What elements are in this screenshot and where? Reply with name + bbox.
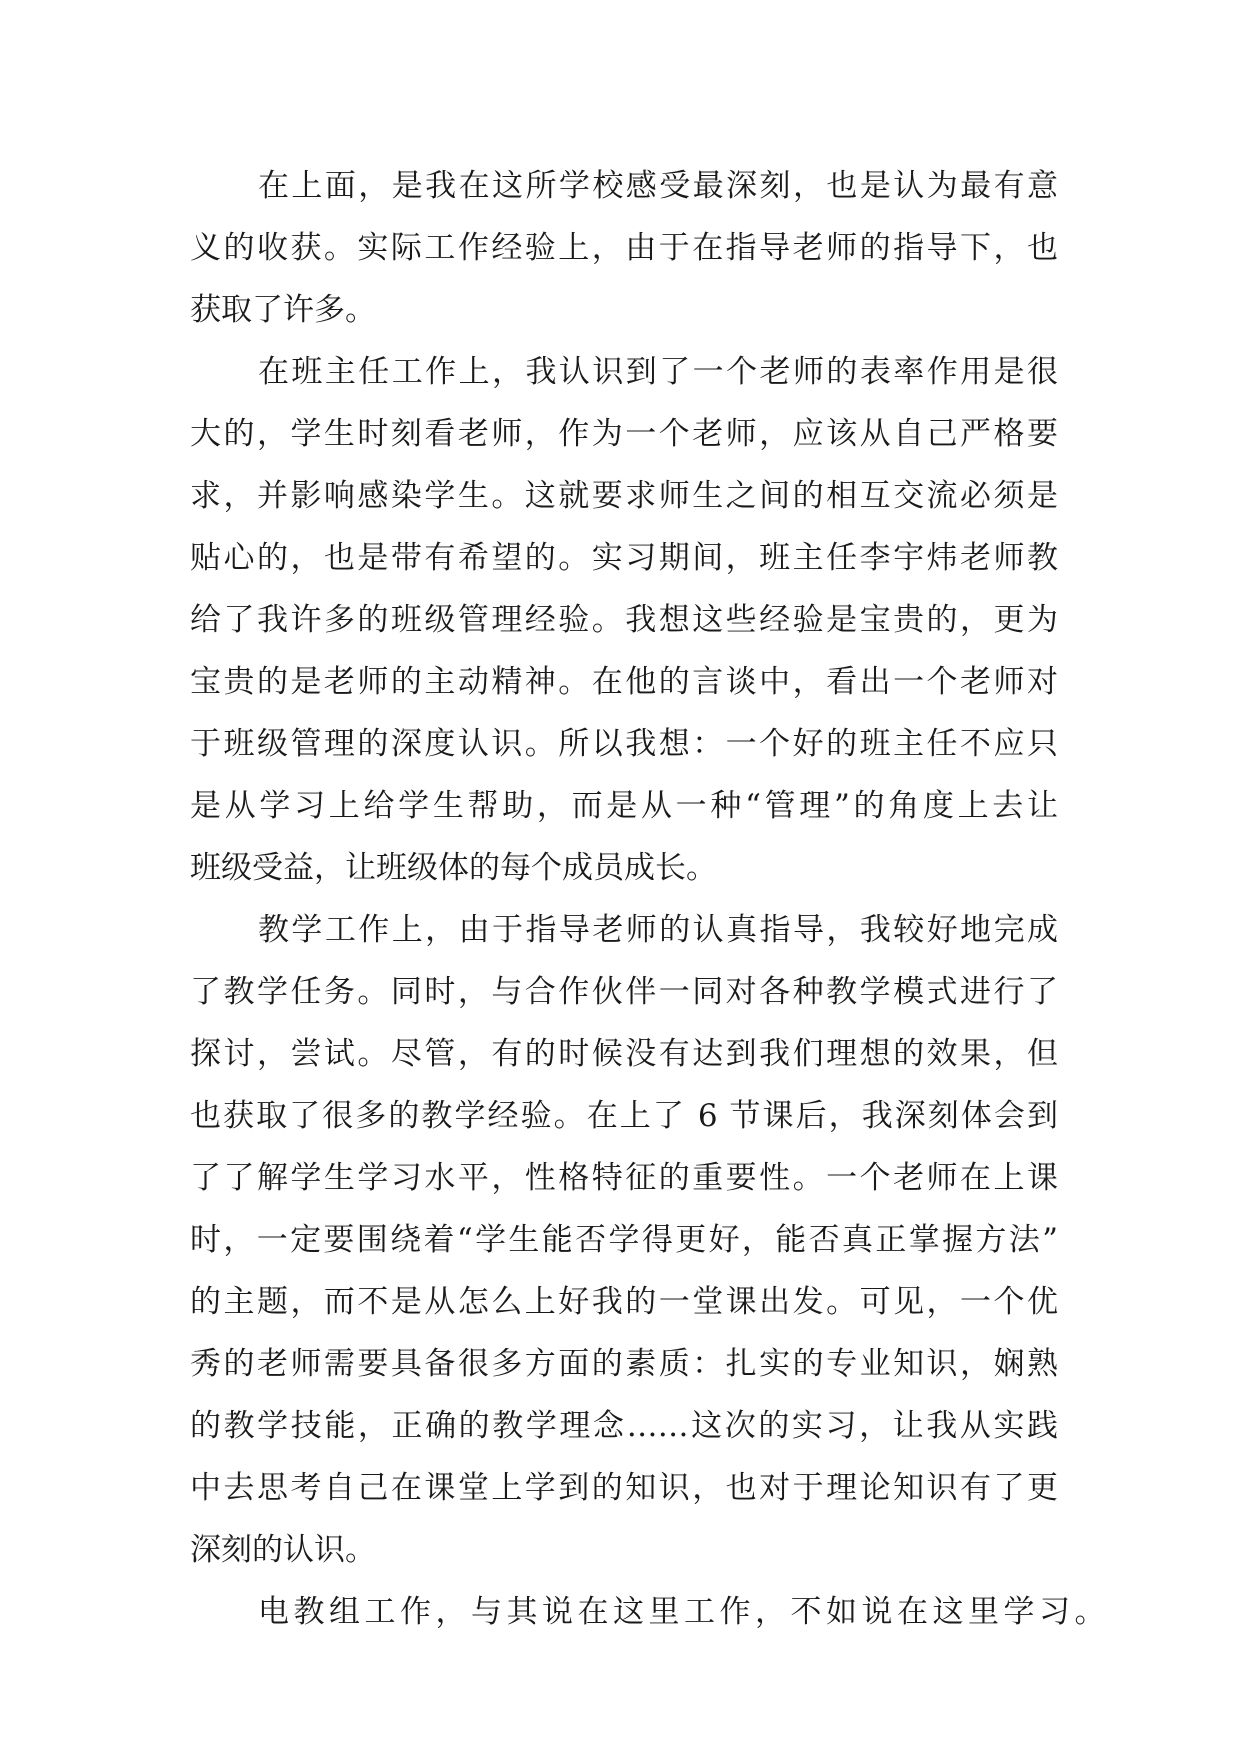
paragraph-3-line-9: 的教学技能，正确的教学理念……这次的实习，让我从实践: [190, 1408, 1058, 1444]
paragraph-2-line-9: 班级受益，让班级体的每个成员成长。: [190, 850, 717, 886]
paragraph-2-line-5: 给了我许多的班级管理经验。我想这些经验是宝贵的，更为: [190, 602, 1058, 638]
document-body: [190, 155, 1110, 1643]
paragraph-3-line-4: 也获取了很多的教学经验。在上了 6 节课后，我深刻体会到: [190, 1098, 1058, 1134]
paragraph-2-line-6: 宝贵的是老师的主动精神。在他的言谈中，看出一个老师对: [190, 664, 1058, 700]
paragraph-2-line-7: 于班级管理的深度认识。所以我想：一个好的班主任不应只: [190, 726, 1058, 762]
paragraph-3-line-8: 秀的老师需要具备很多方面的素质：扎实的专业知识，娴熟: [190, 1346, 1058, 1382]
paragraph-3-line-6: 时，一定要围绕着“学生能否学得更好，能否真正掌握方法”: [190, 1222, 1058, 1258]
paragraph-1-line-1: 在上面，是我在这所学校感受最深刻，也是认为最有意: [258, 168, 1058, 204]
paragraph-3-line-1: 教学工作上，由于指导老师的认真指导，我较好地完成: [258, 912, 1058, 948]
paragraph-2-line-4: 贴心的，也是带有希望的。实习期间，班主任李宇炜老师教: [190, 540, 1058, 576]
paragraph-2-line-3: 求，并影响感染学生。这就要求师生之间的相互交流必须是: [190, 478, 1058, 514]
paragraph-3-line-11: 深刻的认识。: [190, 1532, 376, 1568]
paragraph-2-line-8: 是从学习上给学生帮助，而是从一种“管理”的角度上去让: [190, 788, 1058, 824]
paragraph-3-line-5: 了了解学生学习水平，性格特征的重要性。一个老师在上课: [190, 1160, 1058, 1196]
paragraph-2-line-1: 在班主任工作上，我认识到了一个老师的表率作用是很: [258, 354, 1058, 390]
paragraph-3-line-2: 了教学任务。同时，与合作伙伴一同对各种教学模式进行了: [190, 974, 1058, 1010]
paragraph-4-line-1: 电教组工作，与其说在这里工作，不如说在这里学习。: [258, 1594, 1110, 1630]
paragraph-1-line-2: 义的收获。实际工作经验上，由于在指导老师的指导下，也: [190, 230, 1058, 266]
paragraph-3-line-7: 的主题，而不是从怎么上好我的一堂课出发。可见，一个优: [190, 1284, 1058, 1320]
paragraph-1-line-3: 获取了许多。: [190, 292, 376, 328]
paragraph-2-line-2: 大的，学生时刻看老师，作为一个老师，应该从自己严格要: [190, 416, 1058, 452]
paragraph-3-line-3: 探讨，尝试。尽管，有的时候没有达到我们理想的效果，但: [190, 1036, 1058, 1072]
paragraph-3-line-10: 中去思考自己在课堂上学到的知识，也对于理论知识有了更: [190, 1470, 1058, 1506]
